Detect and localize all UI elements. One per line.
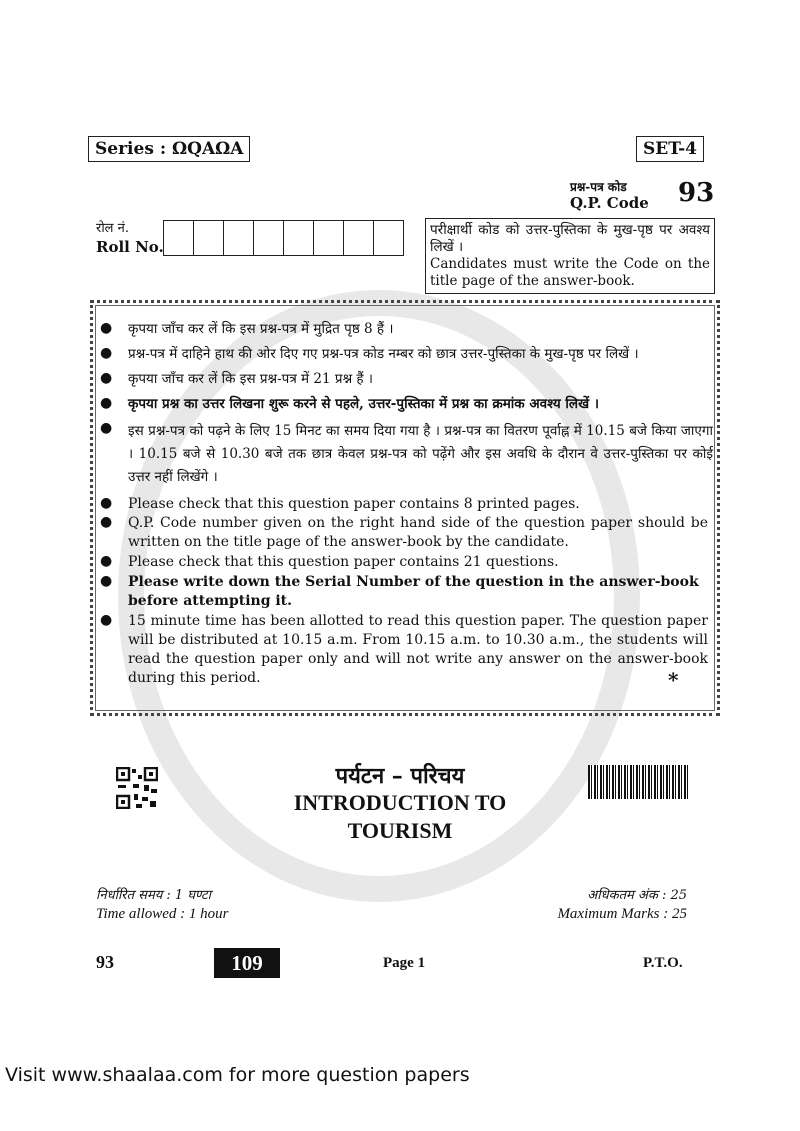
code-note-hi: परीक्षार्थी कोड को उत्तर-पुस्तिका के मुख-पृष्ठ पर अवश्य लिखें । <box>430 222 710 255</box>
bullet: ● <box>100 395 113 411</box>
pto: P.T.O. <box>643 955 683 971</box>
instruction-en-5: 15 minute time has been allotted to read this question paper. The question paper will be distributed at 10.15 a.m. From 10.15 a.m. to 10.30 a.m., the students will read the question paper only and will not write any answer on the answer-book during this period. <box>128 613 708 686</box>
instruction-hi-3: कृपया जाँच कर लें कि इस प्रश्न-पत्र में 21 प्रश्न हैं । <box>128 371 373 387</box>
bullet: ● <box>100 514 113 530</box>
instruction-hi-5: इस प्रश्न-पत्र को पढ़ने के लिए 15 मिनट का समय दिया गया है । प्रश्न-पत्र का वितरण पूर्वाह्न में 10.15 बजे किया जाएगा । 10.15 बजे से 10.30 बजे तक छात्र केवल प्रश्न-पत्र को पढ़ेंगे और इस अवधि के दौरान वे उत्तर-पुस्तिका पर कोई उत्तर नहीं लिखेंगे । <box>128 423 713 485</box>
qp-code-hi: प्रश्न-पत्र कोड <box>570 180 627 194</box>
bullet: ● <box>100 495 113 511</box>
series-label: Series : ΩQAΩA <box>88 136 250 162</box>
code-note-en: Candidates must write the Code on the title page of the answer-book. <box>430 256 710 289</box>
bullet: ● <box>100 370 113 386</box>
page-number: Page 1 <box>383 955 426 971</box>
footer-code: 93 <box>96 952 114 972</box>
instruction-en-1: Please check that this question paper contains 8 printed pages. <box>128 496 580 512</box>
barcode <box>588 765 690 799</box>
bullet: ● <box>100 573 113 589</box>
marks-hi: अधिकतम अंक : 25 <box>587 888 687 903</box>
code-note-box <box>425 218 715 294</box>
bullet: ● <box>100 553 113 569</box>
instruction-hi-4: कृपया प्रश्न का उत्तर लिखना शुरू करने से पहले, उत्तर-पुस्तिका में प्रश्न का क्रमांक अवश्य लिखें । <box>128 396 599 412</box>
instruction-hi-2: प्रश्न-पत्र में दाहिने हाथ की ओर दिए गए प्रश्न-पत्र कोड नम्बर को छात्र उत्तर-पुस्तिका के मुख-पृष्ठ पर लिखें । <box>128 346 639 362</box>
visit-link[interactable]: Visit www.shaalaa.com for more question papers <box>5 1064 470 1086</box>
roll-label-hi: रोल नं. <box>96 221 129 236</box>
time-hi: निर्धारित समय : 1 घण्टा <box>96 888 211 903</box>
title-en-line2: TOURISM <box>347 818 453 843</box>
instruction-hi-1: कृपया जाँच कर लें कि इस प्रश्न-पत्र में मुद्रित पृष्ठ 8 हैं । <box>128 321 394 337</box>
title-hi: पर्यटन – परिचय <box>335 763 465 789</box>
qp-code-en: Q.P. Code <box>570 194 649 212</box>
footer-box-number: 109 <box>214 948 280 978</box>
set-label: SET-4 <box>636 136 704 162</box>
instruction-en-4: Please write down the Serial Number of the question in the answer-book before attempting it. <box>128 574 699 609</box>
bullet: ● <box>100 612 113 628</box>
roll-number-boxes[interactable] <box>163 220 404 256</box>
instruction-en-2: Q.P. Code number given on the right hand side of the question paper should be written on the title page of the answer-book by the candidate. <box>128 515 708 550</box>
asterisk: * <box>668 668 679 692</box>
bullet: ● <box>100 345 113 361</box>
qp-code-value: 93 <box>678 178 715 208</box>
marks-en: Maximum Marks : 25 <box>557 906 687 922</box>
bullet: ● <box>100 320 113 336</box>
title-en-line1: INTRODUCTION TO <box>293 790 507 815</box>
instruction-en-3: Please check that this question paper contains 21 questions. <box>128 554 559 570</box>
roll-label-en: Roll No. <box>96 238 164 256</box>
time-en: Time allowed : 1 hour <box>96 906 229 922</box>
bullet: ● <box>100 420 113 436</box>
